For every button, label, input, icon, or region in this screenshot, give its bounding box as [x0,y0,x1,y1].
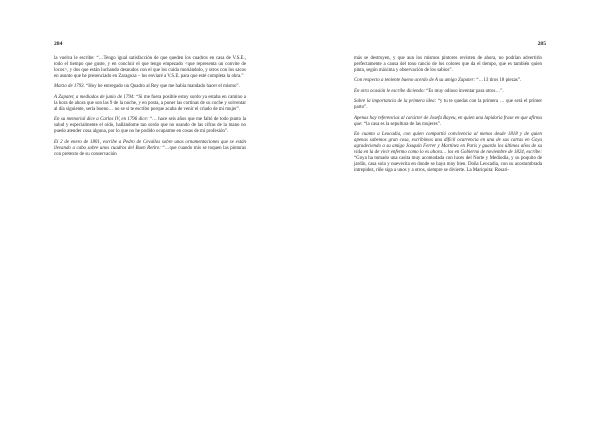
paragraph-body: “Hoy he entregado un Quadro al Rey que me había mandado hacer el mismo”. [86,84,240,90]
page-number: 285 [537,41,546,47]
paragraph-body: la vuelva le escribe: “…Tengo igual satisfacción de que queden los cuadros en casa de V.S.E., todo el tiempo que guste, y en concluir el que tengo empezado <que representa un convite de locos>, y dos que están luchando desnudos con el que los cuida moriándolo, y otros con los sacos en asunto que he presenciado en Zaragoza – los enviaré a V.S.E. para que esté completa la obra.” [54,56,246,80]
paragraph [54,56,246,80]
paragraph [54,117,246,135]
paragraph-body: “… hace seis años que me faltó de todo punto la salud y especialmente el oído, hallándome tan sordo que no usando de las cifras de la mano no puedo atender cosa alguna, por lo que no he podido ocuparme en cosas de mi profesión”. [54,117,247,135]
paragraph [54,140,246,158]
paragraph [354,132,542,174]
paragraph-body: “y tu te quedas con la primera … que será el primer parto”. [354,99,542,111]
paragraph [354,99,542,111]
paragraph-lead: En otra ocasión le escribe diciendo: [354,88,427,94]
paragraph [354,56,542,74]
paragraph-body: “Goya ha tomado una casita muy acomodada con luces del Norte y Mediodía, y su poquito de jardín, casa sola y nuevecita en donde se haya muy bien. Doña Leocadia, con su acostumbrada intrepidez, riñe siga a unos y a otros, siempre se divierte. La Mariquita: Rosari- [354,156,542,174]
paragraph [354,116,542,128]
paragraph-lead: Marzo de 1793. [54,84,87,90]
paragraph [354,78,542,84]
paragraph [54,84,246,90]
paragraph-body: “la casa es la sepultura de las mujeres”. [363,121,442,127]
paragraph-lead: Con respecto a teniente bueno acerdo de A su amigo Zapater: [354,78,477,84]
page-text [54,56,246,162]
paragraph-body: “…que cuando mis se toquen las pinturas con pretexto de su conservación [54,145,246,157]
page-text [354,56,542,179]
paragraph-body: “…13 tiros 18 piezas”. [476,78,522,84]
right-page [300,0,600,424]
page-number: 284 [54,41,63,47]
paragraph-body: “Es muy odioso inventar para otros…”. [426,88,504,94]
paragraph-lead: Sobre la importancia de la primera idea: [354,99,438,105]
paragraph [54,95,246,113]
paragraph-lead: A Zapater, a mediados de junio de 1794: [54,94,137,100]
paragraph-lead: El 2 de enero de 1801, escribe a Pedro de Cevallos sobre unas ornamentaciones que se están llevando a cabo sobre unos cuadros del Buen Retiro: [54,139,246,151]
paragraph-lead: En cuanto a Leocadia, con quien compartió convivencia al menos desde 1818 y de quien apenas sabemos gran cosa, escribimos una difícil ocurrencia en una de sus cartas en Goya agradeciendo a su amigo Joaquín Ferrer y Martínez en París y guardo los últimos años de su vida en la de vivir enfermo como lo es ahora… los en Gobierno de noviembre de 1824, escribe: [354,131,542,156]
paragraph-body: “Si me fuera posible estoy sordo ya estaba en camino a la hora de ahora que son las 9 de la noche, y en posta, a poner las cortinas de su coche y solventar al día siguiente, sería bueno… no se si te escribo porque acaba de venir el criado de mi mujer”. [54,94,246,112]
paragraph-lead: En su memorial dice a Carlos IV, en 1796 dice: [54,117,150,123]
paragraph-lead: Apenas hay referencias al carácter de Josefa Bayeu, en quien una lapidaria frase en que afirma que: [354,115,542,127]
paragraph-body: más se destruyen, y que aun los mismos pintores revisten de ahora, no podrían advertirlo perfectamente a causa del tono rancio de los colores que da el tiempo, que es también quien pinta, según máxima y observación de los sabios”. [354,56,542,74]
paragraph [354,89,542,95]
